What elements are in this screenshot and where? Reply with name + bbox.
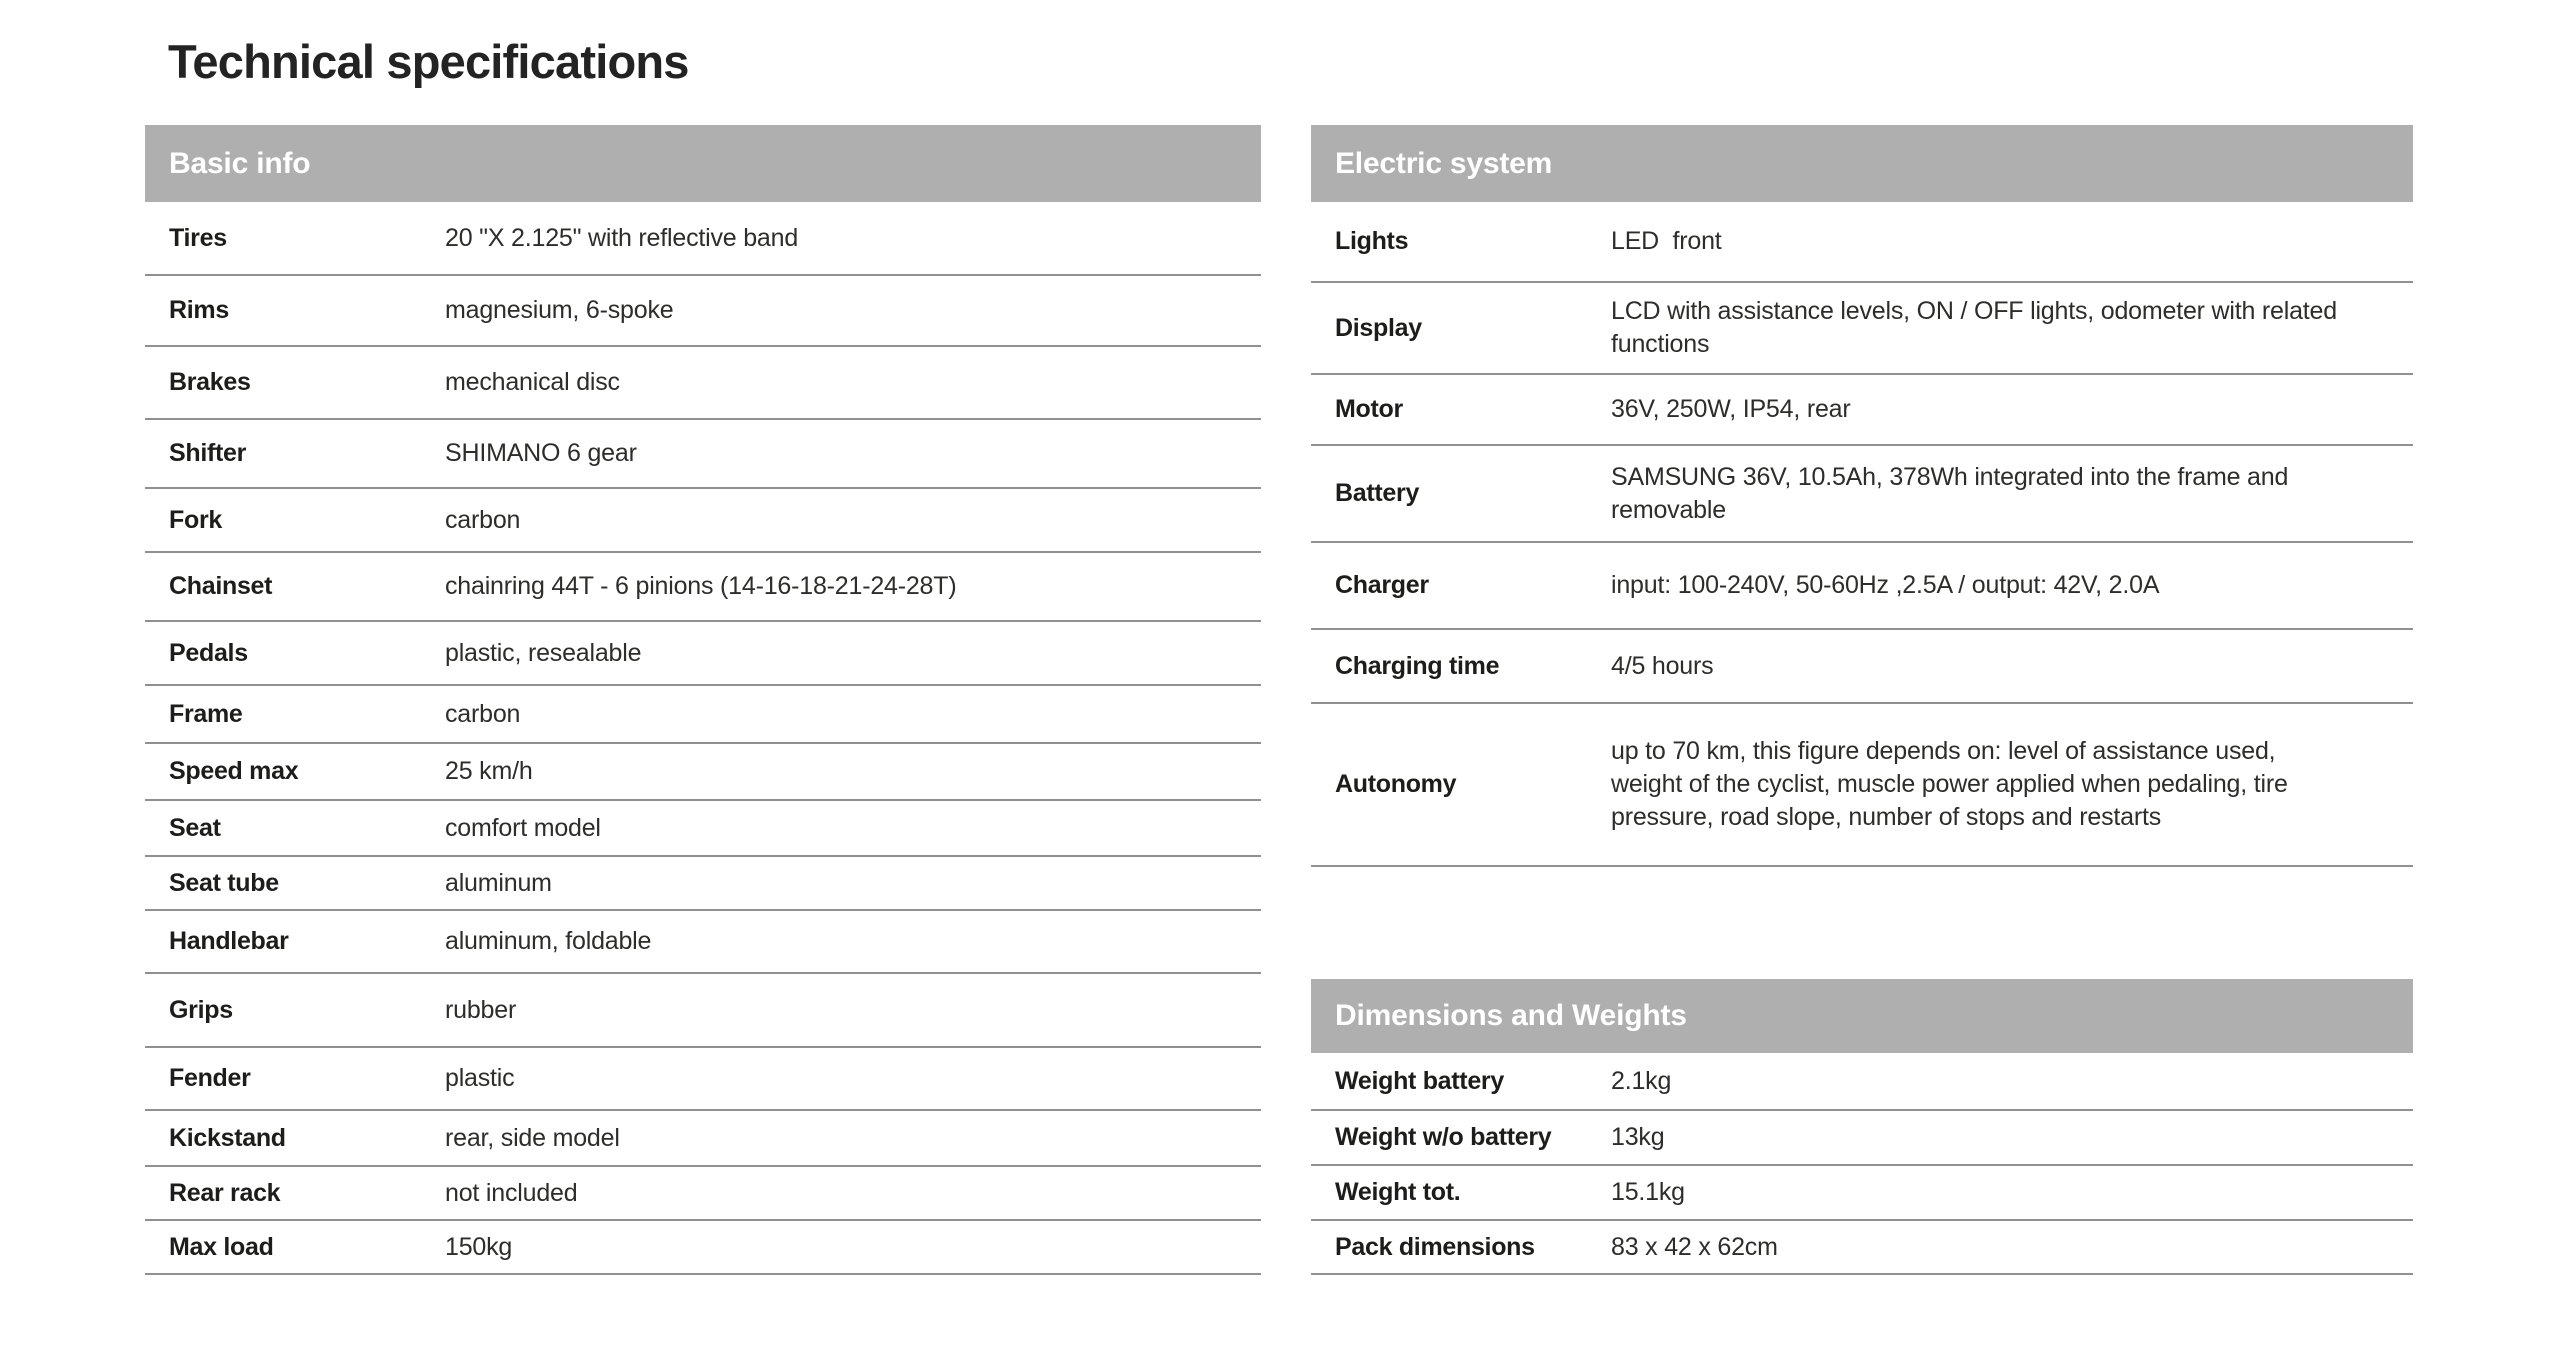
spec-row-seat-tube [145,857,1261,911]
spec-value: 15.1kg [1611,1178,1685,1206]
spec-value: SHIMANO 6 gear [445,439,637,467]
spec-value: 25 km/h [445,757,533,785]
spec-value: 2.1kg [1611,1066,1672,1095]
basic-info-table [145,125,1261,1275]
spec-row-charging-time [1311,630,2413,704]
spec-value: 36V, 250W, IP54, rear [1611,395,1851,423]
spec-value: not included [445,1178,578,1207]
spec-row-seat [145,801,1261,857]
spec-row-lights [1311,202,2413,283]
electric-system-header: Electric system [1311,125,2413,202]
spec-row-frame [145,686,1261,744]
spec-value: LCD with assistance levels, ON / OFF lights, odometer with related functions [1611,297,2344,358]
spec-value: mechanical disc [445,368,620,396]
spec-label: Display [1335,313,1422,342]
spec-label: Fender [169,1064,251,1092]
spec-value: LED front [1611,227,1722,255]
spec-row-tires [145,202,1261,276]
spec-value: rear, side model [445,1123,620,1152]
spec-row-rear-rack [145,1167,1261,1221]
spec-label: Seat [169,813,221,842]
page-title: Technical specifications [168,35,689,88]
spec-value: comfort model [445,813,601,842]
spec-row-autonomy [1311,704,2413,867]
spec-row-charger [1311,543,2413,630]
spec-label: Rims [169,296,229,324]
spec-row-weight-battery [1311,1053,2413,1111]
spec-row-rims [145,276,1261,347]
spec-row-handlebar [145,911,1261,974]
spec-row-kickstand [145,1111,1261,1167]
spec-label: Grips [169,995,233,1024]
spec-label: Weight w/o battery [1335,1123,1552,1151]
spec-label: Rear rack [169,1178,281,1207]
dimensions-weights-rows [1311,1053,2413,1275]
spec-value: carbon [445,699,521,728]
spec-row-shifter [145,420,1261,489]
spec-value: plastic, resealable [445,638,642,667]
spec-label: Handlebar [169,927,289,955]
spec-label: Weight battery [1335,1066,1504,1095]
spec-row-brakes [145,347,1261,420]
left-column [145,125,1261,1275]
spec-value: input: 100-240V, 50-60Hz ,2.5A / output: 42V, 2.0A [1611,571,2160,599]
basic-info-rows [145,202,1261,1275]
electric-system-table [1311,125,2413,867]
spec-row-motor [1311,375,2413,446]
spec-value: aluminum, foldable [445,927,652,955]
spec-row-battery [1311,446,2413,543]
spec-row-grips [145,974,1261,1048]
spec-label: Seat tube [169,868,279,897]
spec-label: Chainset [169,572,273,600]
spec-label: Weight tot. [1335,1178,1461,1206]
spec-label: Lights [1335,227,1409,255]
spec-label: Motor [1335,395,1403,423]
spec-row-max-load [145,1221,1261,1275]
spec-label: Charging time [1335,651,1500,680]
spec-value: 13kg [1611,1123,1665,1151]
right-column [1311,125,2413,1275]
spec-value: SAMSUNG 36V, 10.5Ah, 378Wh integrated into the frame and removable [1611,462,2295,524]
spec-row-weight-w-o-battery [1311,1111,2413,1166]
spec-label: Autonomy [1335,770,1457,798]
spec-value: 4/5 hours [1611,651,1714,680]
spec-label: Brakes [169,368,251,396]
spec-value: 20 "X 2.125" with reflective band [445,223,799,252]
spec-value: magnesium, 6-spoke [445,296,674,324]
dimensions-weights-table [1311,979,2413,1275]
spec-label: Tires [169,223,227,252]
spec-label: Pedals [169,638,248,667]
spec-label: Fork [169,505,222,534]
spec-columns [145,125,2413,1275]
spec-value: aluminum [445,868,552,897]
spec-value: carbon [445,505,521,534]
spec-value: 83 x 42 x 62cm [1611,1232,1778,1261]
spec-row-pack-dimensions [1311,1221,2413,1275]
spec-value: 150kg [445,1232,513,1261]
spec-value: chainring 44T - 6 pinions (14-16-18-21-24-28T) [445,572,957,600]
spec-label: Charger [1335,571,1429,599]
spec-row-fender [145,1048,1261,1111]
spec-label: Shifter [169,439,247,467]
dimensions-weights-header: Dimensions and Weights [1311,979,2413,1053]
spec-label: Kickstand [169,1123,286,1152]
spec-value: plastic [445,1064,515,1092]
basic-info-header: Basic info [145,125,1261,202]
spec-row-speed-max [145,744,1261,801]
electric-system-rows [1311,202,2413,867]
spec-row-pedals [145,622,1261,686]
spec-label: Frame [169,699,243,728]
spec-label: Max load [169,1232,274,1261]
spec-value: rubber [445,995,517,1024]
spec-row-weight-tot [1311,1166,2413,1221]
spec-label: Pack dimensions [1335,1232,1535,1261]
spec-row-display [1311,283,2413,375]
spec-label: Battery [1335,479,1420,507]
spec-label: Speed max [169,757,299,785]
spec-row-fork [145,489,1261,553]
spec-row-chainset [145,553,1261,622]
spec-value: up to 70 km, this figure depends on: level of assistance used, weight of the cyclist, muscle power applied when pedaling, tire pressure, road slope, number of stops and restarts [1611,737,2295,831]
